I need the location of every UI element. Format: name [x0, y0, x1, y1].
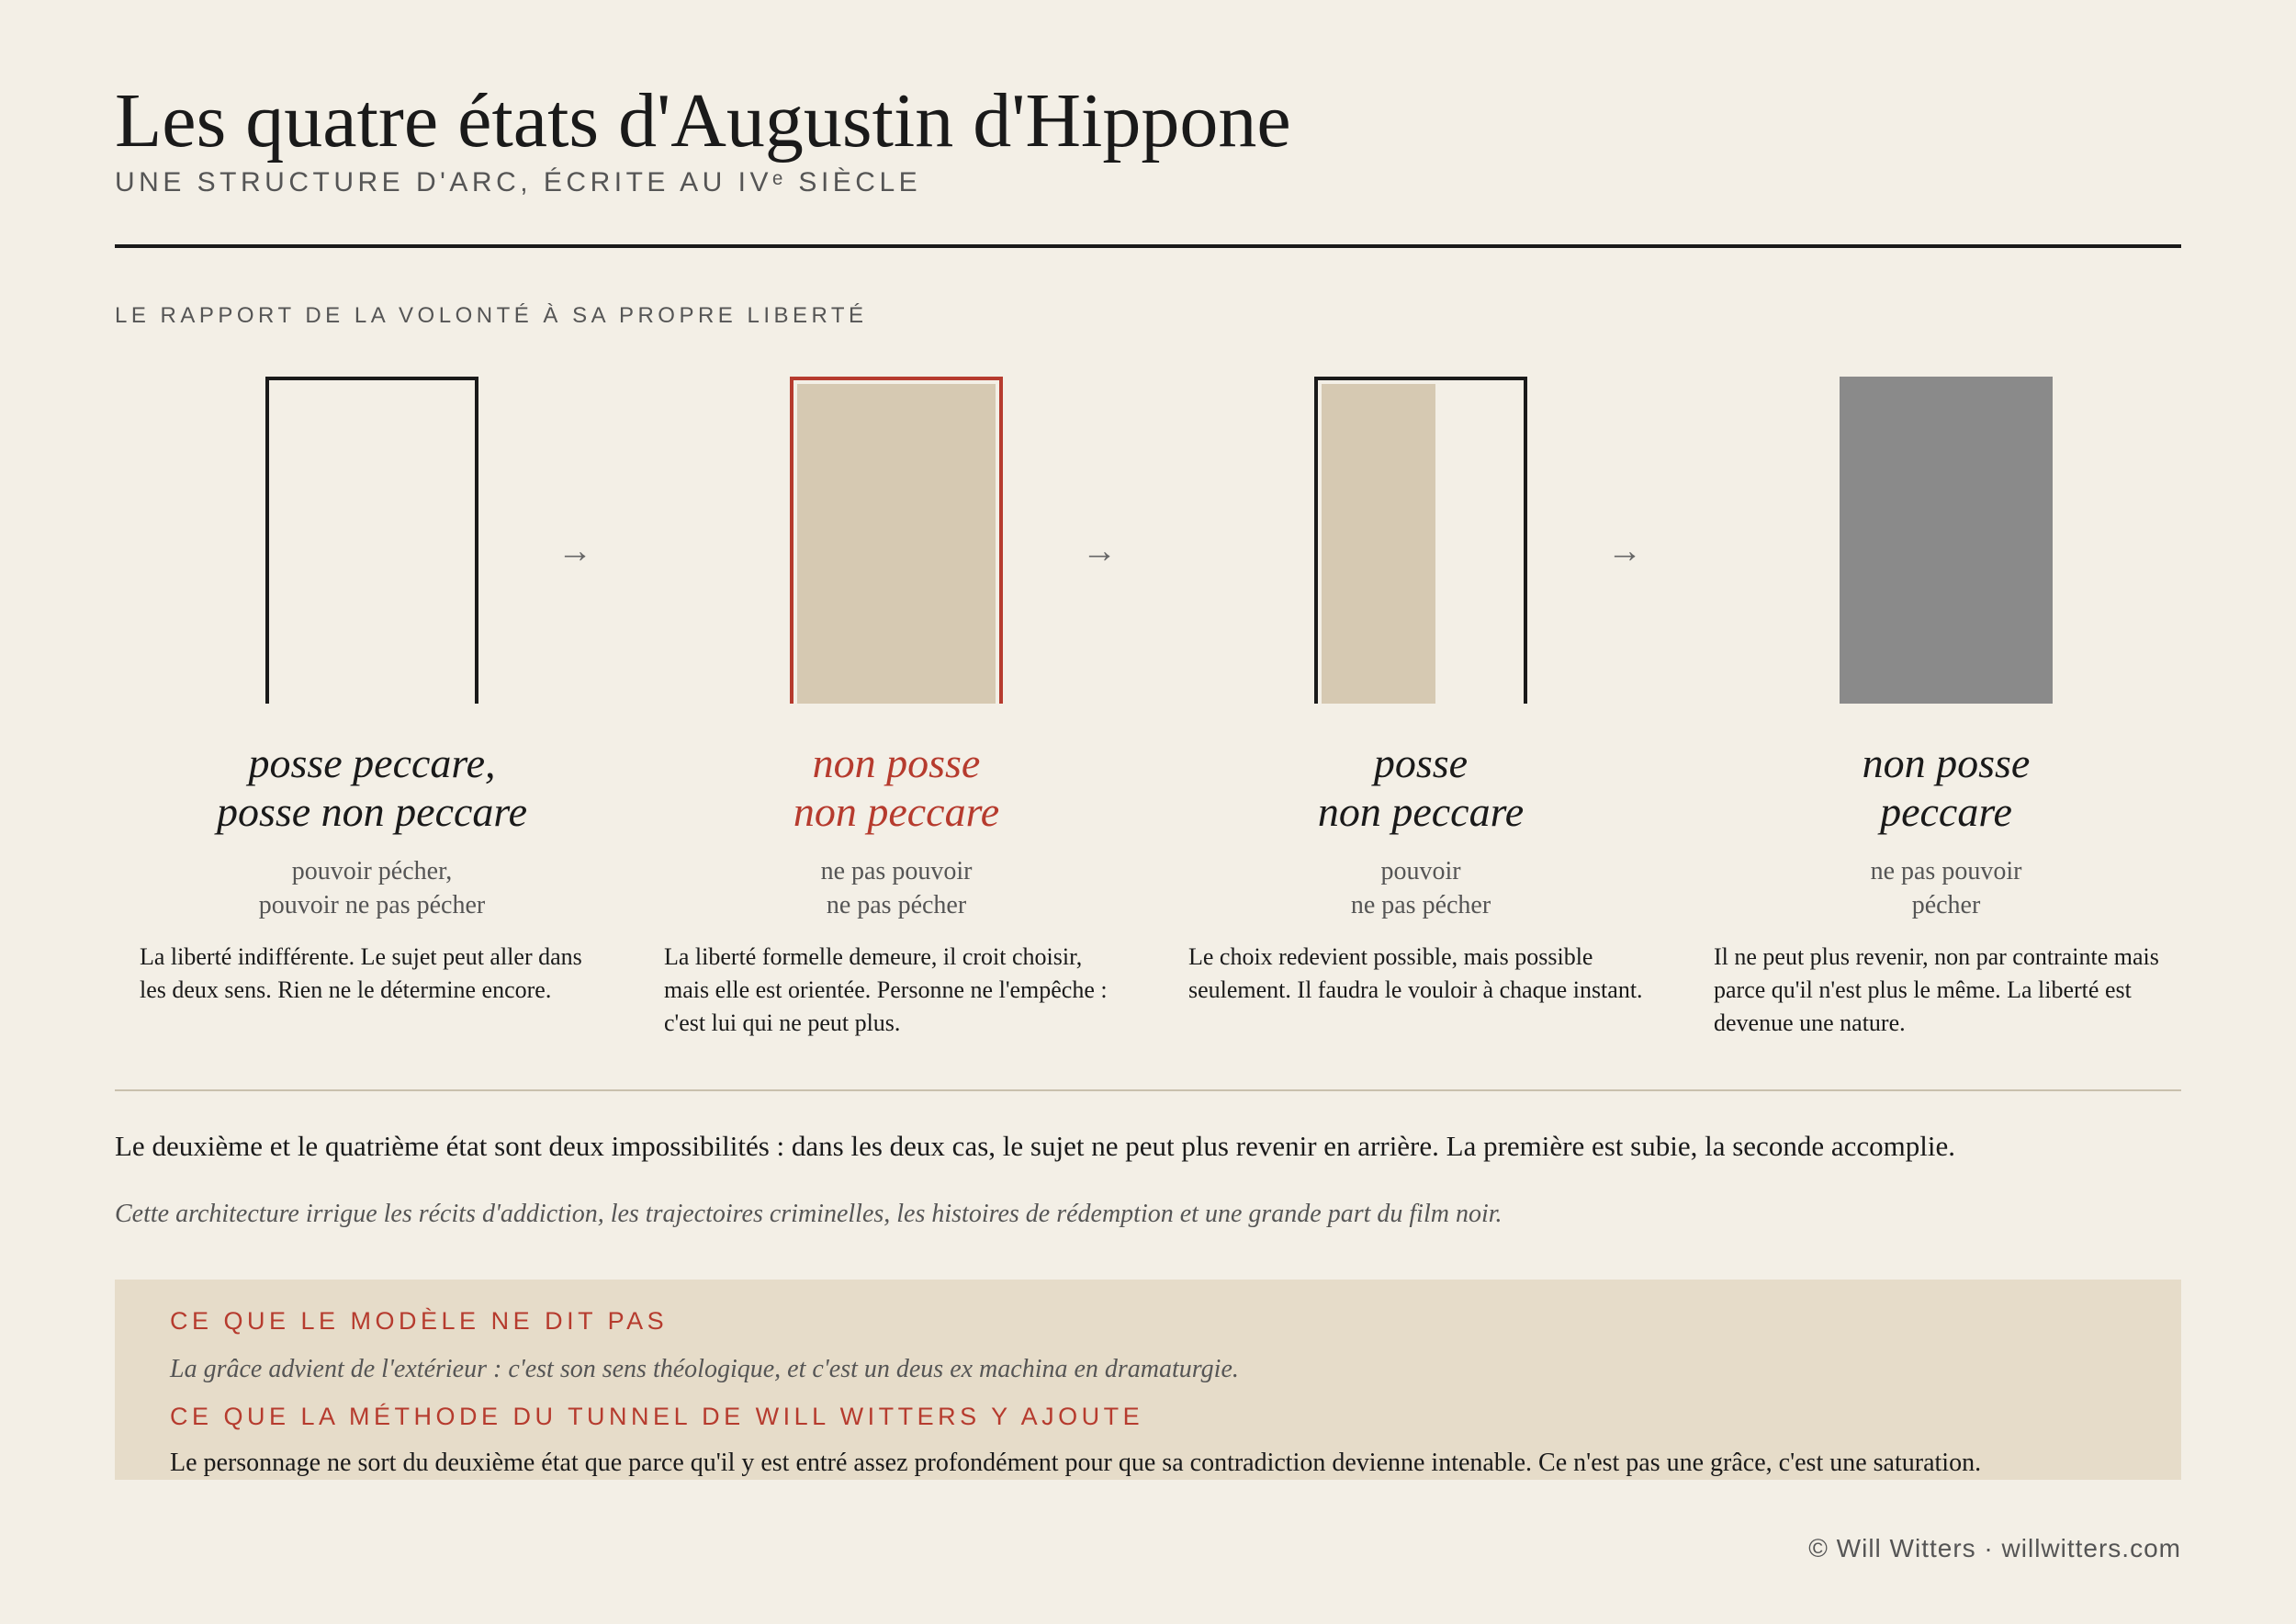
state-2-translation [639, 854, 1154, 922]
state-1-latin [115, 739, 629, 836]
summary-paragraph: Le deuxième et le quatrième état sont deux impossibilités : dans les deux cas, le sujet ne peut plus revenir en arrière. La première est subie, la seconde accomplie. [115, 1130, 1955, 1162]
state-1-translation-line-1: pouvoir pécher, [291, 857, 453, 885]
state-1-description: La liberté indifférente. Le sujet peut aller dans les deux sens. Rien ne le détermine encore. [140, 943, 582, 1003]
state-column-3 [1164, 377, 1678, 1007]
arrow-1-to-2-icon: → [557, 532, 592, 570]
state-4-translation-line-1: ne pas pouvoir [1870, 857, 2022, 885]
state-column-2 [639, 377, 1154, 1040]
state-1-translation-line-2: pouvoir ne pas pécher [258, 891, 486, 919]
section-divider [115, 1089, 2181, 1091]
callout-text-2: Le personnage ne sort du deuxième état que parce qu'il y est entré assez profondément pour que sa contradiction devienne intenable. Ce n'est pas une grâce, c'est une saturation. [170, 1449, 1982, 1477]
state-4-translation [1689, 854, 2203, 922]
state-3-latin-line-1: posse [1373, 739, 1469, 786]
section-label: LE RAPPORT DE LA VOLONTÉ À SA PROPRE LIBERTÉ [115, 303, 868, 328]
page-title: Les quatre états d'Augustin d'Hippone [115, 78, 1291, 164]
state-1-translation [115, 854, 629, 922]
state-2-latin-line-1: non posse [812, 739, 981, 786]
state-3-latin-line-2: non peccare [1317, 788, 1525, 835]
state-1-diagram-empty-frame [265, 377, 478, 704]
callout-text-1: La grâce advient de l'extérieur : c'est son sens théologique, et c'est un deus ex machina en dramaturgie. [170, 1355, 1239, 1383]
state-3-latin [1164, 739, 1678, 836]
state-3-diagram-half-fill [1322, 384, 1435, 704]
state-3-translation-line-1: pouvoir [1380, 857, 1461, 885]
state-4-latin-line-2: peccare [1880, 788, 2012, 835]
state-2-translation-line-2: ne pas pécher [826, 891, 967, 919]
arrow-2-to-3-icon: → [1082, 532, 1117, 570]
state-4-diagram-solid-block [1840, 377, 2053, 704]
callout-heading-2: CE QUE LA MÉTHODE DU TUNNEL DE WILL WITTERS Y AJOUTE [170, 1403, 1144, 1430]
state-3-translation-line-2: ne pas pécher [1350, 891, 1491, 919]
state-4-latin-line-1: non posse [1862, 739, 2031, 786]
page-subtitle: UNE STRUCTURE D'ARC, ÉCRITE AU IVᵉ SIÈCLE [115, 167, 922, 197]
state-2-diagram-full-fill [797, 384, 996, 704]
state-2-description: La liberté formelle demeure, il croit choisir, mais elle est orientée. Personne ne l'empêche : c'est lui qui ne peut plus. [664, 943, 1108, 1036]
header-divider [115, 244, 2181, 248]
state-2-latin-line-2: non peccare [793, 788, 1000, 835]
arrow-3-to-4-icon: → [1607, 532, 1642, 570]
state-3-diagram-frame [1314, 377, 1527, 704]
state-2-diagram-red-frame [790, 377, 1003, 704]
state-3-description: Le choix redevient possible, mais possible seulement. Il faudra le vouloir à chaque instant. [1188, 943, 1643, 1003]
state-column-4 [1689, 377, 2203, 1040]
state-3-translation [1164, 854, 1678, 922]
state-2-latin [639, 739, 1154, 836]
state-4-translation-line-2: pécher [1911, 891, 1981, 919]
callout-heading-1: CE QUE LE MODÈLE NE DIT PAS [170, 1307, 669, 1335]
state-4-latin [1689, 739, 2203, 836]
state-2-translation-line-1: ne pas pouvoir [820, 857, 973, 885]
state-1-latin-line-1: posse peccare, [248, 739, 496, 786]
callout-box [115, 1280, 2181, 1480]
summary-italic-note: Cette architecture irrigue les récits d'addiction, les trajectoires criminelles, les histoires de rédemption et une grande part du film noir. [115, 1200, 1503, 1228]
state-column-1 [115, 377, 629, 1007]
footer-credit: © Will Witters · willwitters.com [1808, 1534, 2181, 1562]
state-1-latin-line-2: posse non peccare [216, 788, 528, 835]
state-4-description: Il ne peut plus revenir, non par contrainte mais parce qu'il n'est plus le même. La liberté est devenue une nature. [1714, 943, 2159, 1036]
